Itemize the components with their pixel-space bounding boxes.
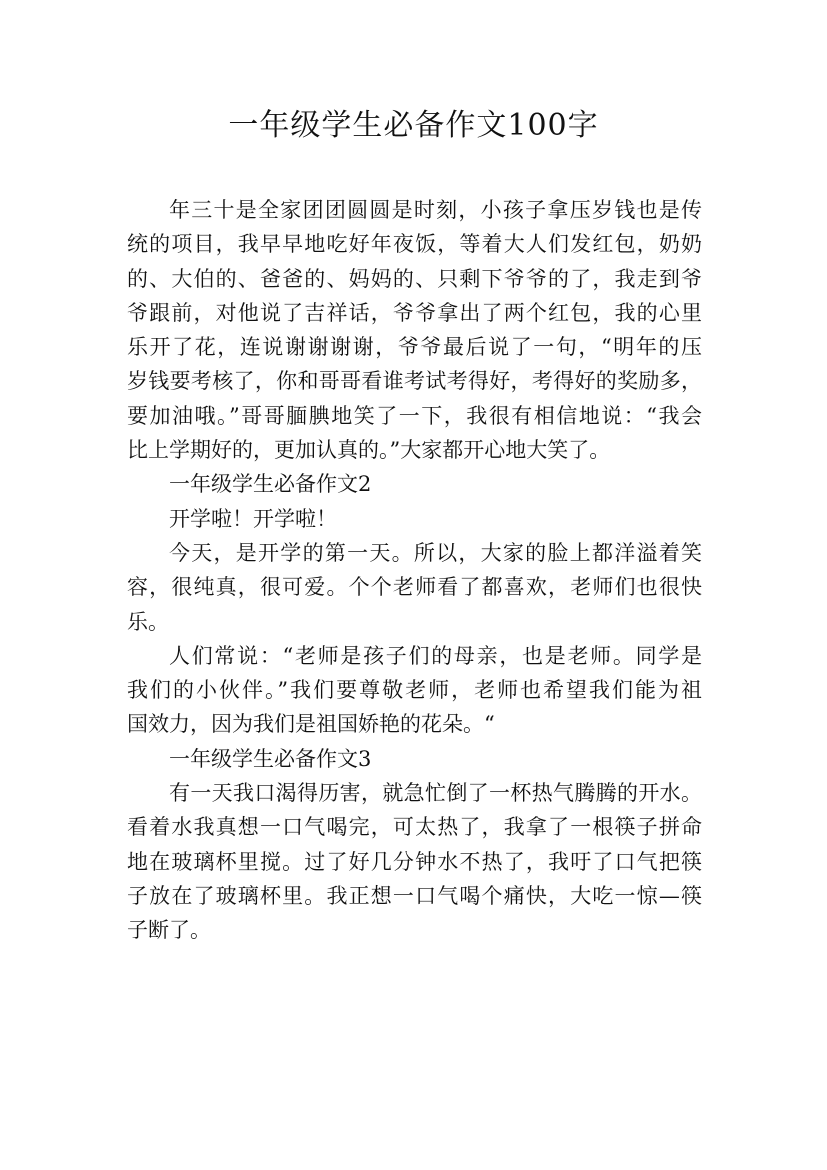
text-line: 比上学期好的，更加认真的。”大家都开心地大笑了。 (127, 438, 611, 463)
text-line: 爷跟前，对他说了吉祥话，爷爷拿出了两个红包，我的心里 (127, 300, 702, 325)
text-line: 年三十是全家团团圆圆是时刻，小孩子拿压岁钱也是传 (169, 198, 702, 222)
text-line: 今天，是开学的第一天。所以，大家的脸上都洋溢着笑 (169, 540, 702, 565)
text-line: 统的项目，我早早地吃好年夜饭，等着大人们发红包，奶奶 (127, 232, 702, 257)
section-heading: 一年级学生必备作文2 (169, 472, 372, 497)
document-body (127, 193, 702, 948)
text-line: 乐开了花，连说谢谢谢谢，爷爷最后说了一句，“明年的压 (127, 335, 702, 360)
text-line: 开学啦！开学啦！ (169, 506, 337, 531)
text-line: 要加油哦。”哥哥腼腆地笑了一下，我很有相信地说：“我会 (127, 403, 702, 428)
section-heading: 一年级学生必备作文3 (169, 746, 372, 771)
text-line: 的、大伯的、爸爸的、妈妈的、只剩下爷爷的了，我走到爷 (127, 266, 702, 291)
text-line: 岁钱要考核了，你和哥哥看谁考试考得好，考得好的奖励多， (127, 369, 702, 394)
text-line: 我们的小伙伴。”我们要尊敬老师，老师也希望我们能为祖 (127, 678, 702, 703)
text-line: 国效力，因为我们是祖国娇艳的花朵。“ (127, 712, 495, 737)
text-line: 子放在了玻璃杯里。我正想一口气喝个痛快，大吃一惊—筷 (127, 883, 702, 908)
text-line: 看着水我真想一口气喝完，可太热了，我拿了一根筷子拼命 (127, 815, 702, 840)
text-line: 有一天我口渴得历害，就急忙倒了一杯热气腾腾的开水。 (169, 781, 702, 806)
text-line: 容，很纯真，很可爱。个个老师看了都喜欢，老师们也很快 (127, 575, 702, 600)
text-line: 人们常说：“老师是孩子们的母亲，也是老师。同学是 (169, 643, 702, 668)
document-title: 一年级学生必备作文100字 (228, 108, 599, 143)
text-line: 地在玻璃杯里搅。过了好几分钟水不热了，我吁了口气把筷 (127, 849, 702, 874)
text-line: 乐。 (127, 609, 169, 634)
text-line: 子断了。 (127, 918, 211, 943)
